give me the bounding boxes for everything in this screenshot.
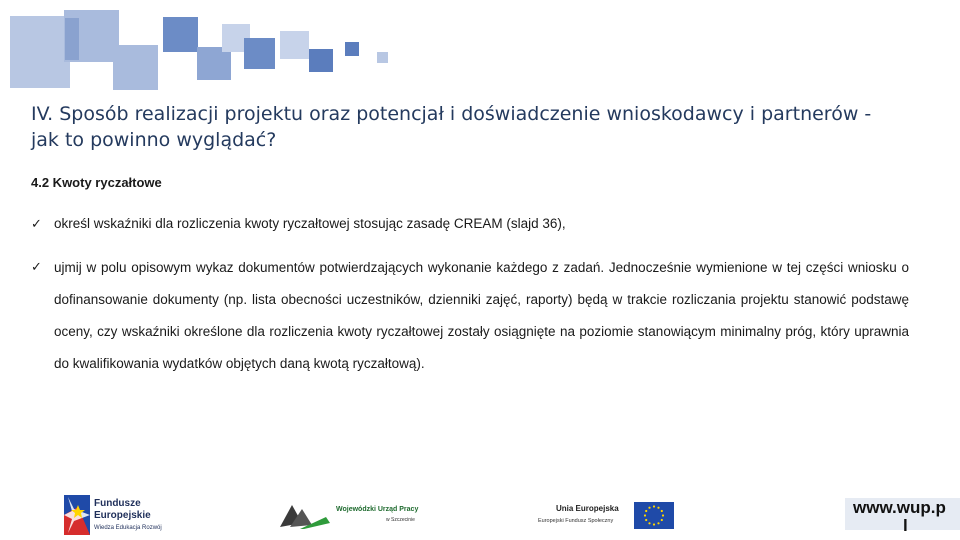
fe-star-icon <box>64 495 90 535</box>
deco-square <box>113 45 158 90</box>
section-heading: 4.2 Kwoty ryczałtowe <box>31 175 162 190</box>
eu-line-1: Unia Europejska <box>556 504 619 513</box>
deco-square <box>163 17 198 52</box>
website-address[interactable] <box>845 498 960 535</box>
fe-line-3: Wiedza Edukacja Rozwój <box>94 525 162 531</box>
wup-emblem-icon <box>280 501 330 529</box>
eu-line-2: Europejski Fundusz Społeczny <box>538 518 614 524</box>
bullet-text: ujmij w polu opisowym wykaz dokumentów potwierdzających wykonanie każdego z zadań. Jednocześnie wymienione w tej części wniosku o dofinansowanie dokumenty (np. lista obecności uczestników, dzienniki zajęć, raporty) będą w trakcie rozliczania projektu stanowić podstawę oceny, czy wskaźniki określone dla rozliczenia kwoty ryczałtowej zostały osiągnięte na poziomie stanowiącym minimalny próg, który uprawnia do kwalifikowania wydatków objętych daną kwotą ryczałtową). <box>54 260 909 371</box>
title-line-2: jak to powinno wyglądać? <box>31 129 277 151</box>
footer-logos <box>0 487 960 540</box>
fe-line-1: Fundusze <box>94 498 141 509</box>
deco-square <box>309 49 333 72</box>
wup-city: w Szczecinie <box>386 517 415 523</box>
slide-title <box>31 101 931 153</box>
website-line-2: l <box>903 516 908 535</box>
deco-square <box>65 18 79 60</box>
checkmark-icon: ✓ <box>31 216 42 231</box>
bullet-item <box>31 259 911 419</box>
website-line-1: www.wup.p <box>853 498 946 517</box>
bullet-item <box>31 216 911 236</box>
eu-flag-icon <box>634 502 674 529</box>
deco-square <box>377 52 388 63</box>
eu-logo <box>538 501 678 531</box>
wup-name: Wojewódzki Urząd Pracy <box>336 506 419 513</box>
fe-line-2: Europejskie <box>94 510 151 521</box>
title-line-1: IV. Sposób realizacji projektu oraz potencjał i doświadczenie wnioskodawcy i partnerów - <box>31 103 872 125</box>
checkmark-icon: ✓ <box>31 259 42 274</box>
wup-logo <box>280 501 430 531</box>
fundusze-europejskie-logo <box>64 495 179 537</box>
deco-square <box>345 42 359 56</box>
deco-square <box>280 31 309 59</box>
bullet-text: określ wskaźniki dla rozliczenia kwoty ryczałtowej stosując zasadę CREAM (slajd 36), <box>54 216 566 231</box>
deco-square <box>244 38 275 69</box>
deco-square <box>10 16 70 88</box>
